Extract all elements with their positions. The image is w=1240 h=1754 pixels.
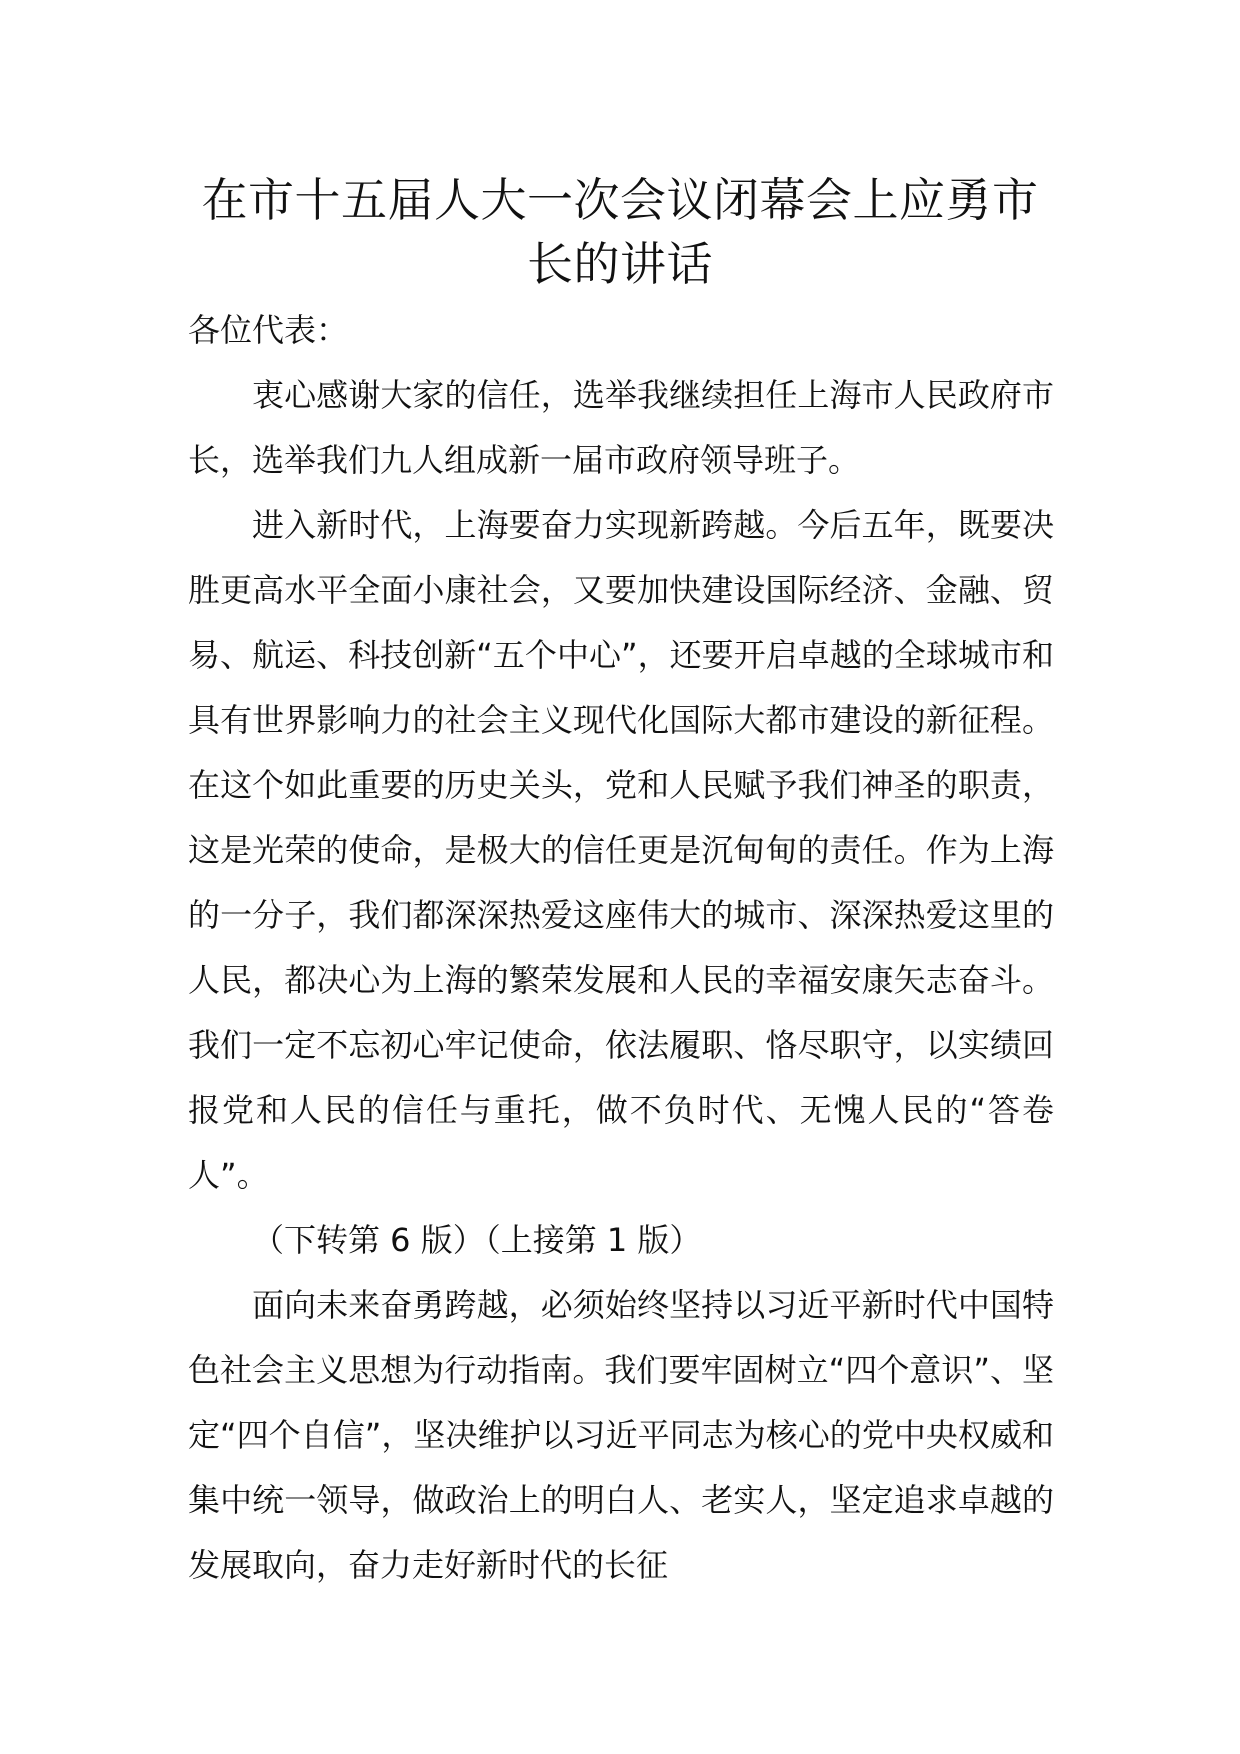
salutation: 各位代表： bbox=[188, 311, 349, 349]
page-jump-note: （下转第 6 版）（上接第 1 版） bbox=[252, 1221, 702, 1259]
paragraph-2: 进入新时代，上海要奋力实现新跨越。今后五年，既要决胜更高水平全面小康社会，又要加快建设国际经济、金融、贸易、航运、科技创新“五个中心”，还要开启卓越的全球城市和具有世界影响力的社会主义现代化国际大都市建设的新征程。在这个如此重要的历史关头，党和人民赋予我们神圣的职责，这是光荣的使命，是极大的信任更是沉甸甸的责任。作为上海的一分子，我们都深深热爱这座伟大的城市、深深热爱这里的人民，都决心为上海的繁荣发展和人民的幸福安康矢志奋斗。我们一定不忘初心牢记使命，依法履职、恪尽职守，以实绩回报党和人民的信任与重托，做不负时代、无愧人民的“答卷人”。 bbox=[188, 506, 1054, 1194]
paragraph-1: 衷心感谢大家的信任，选举我继续担任上海市人民政府市长，选举我们九人组成新一届市政府领导班子。 bbox=[188, 376, 1054, 479]
paragraph-3: 面向未来奋勇跨越，必须始终坚持以习近平新时代中国特色社会主义思想为行动指南。我们要牢固树立“四个意识”、坚定“四个自信”，坚决维护以习近平同志为核心的党中央权威和集中统一领导，做政治上的明白人、老实人，坚定追求卓越的发展取向，奋力走好新时代的长征 bbox=[188, 1286, 1054, 1584]
document-body bbox=[188, 298, 1054, 1598]
document-title: 在市十五届人大一次会议闭幕会上应勇市长的讲话 bbox=[201, 173, 1039, 291]
